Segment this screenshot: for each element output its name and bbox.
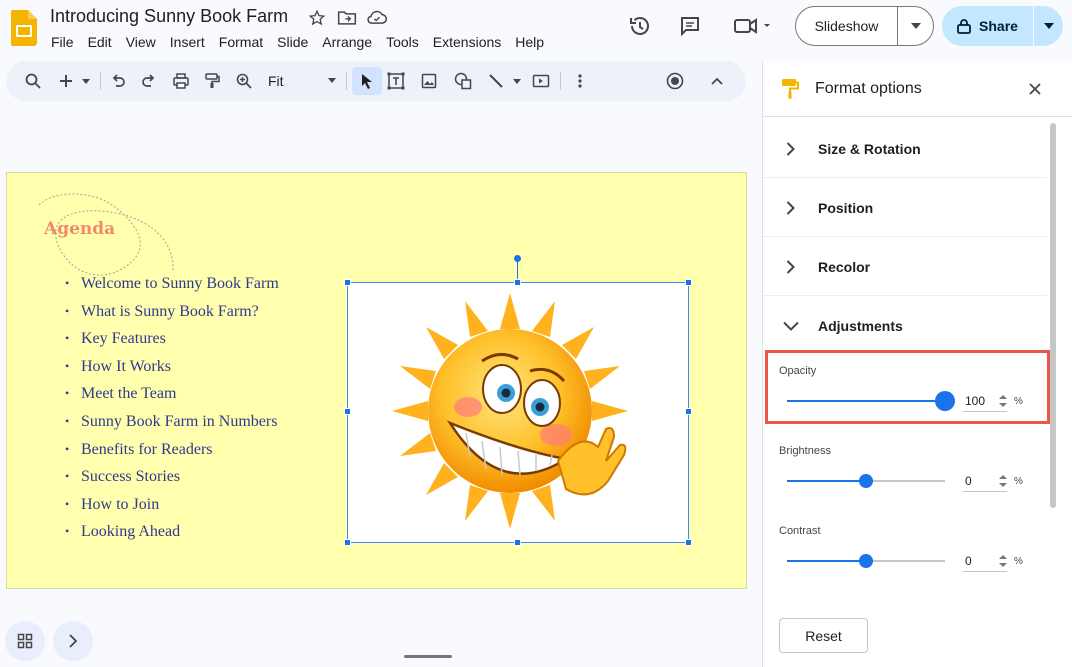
resize-handle[interactable] xyxy=(685,408,692,415)
slide-heading: Agenda xyxy=(44,219,116,239)
speaker-notes-drag-handle[interactable] xyxy=(404,655,452,658)
contrast-value: 0 xyxy=(965,553,972,568)
shape-icon[interactable] xyxy=(452,69,474,93)
resize-handle[interactable] xyxy=(685,279,692,286)
lock-icon xyxy=(957,18,971,34)
opacity-highlight-box xyxy=(765,350,1050,424)
brightness-value: 0 xyxy=(965,473,972,488)
document-title[interactable]: Introducing Sunny Book Farm xyxy=(50,6,289,26)
resize-handle[interactable] xyxy=(685,539,692,546)
resize-handle[interactable] xyxy=(344,408,351,415)
stepper-icon[interactable] xyxy=(999,474,1007,488)
panel-scrollbar[interactable] xyxy=(1050,123,1056,508)
undo-icon[interactable] xyxy=(108,69,128,93)
meet-video-icon[interactable] xyxy=(732,14,772,38)
section-adjustments[interactable] xyxy=(763,297,1047,355)
share-label-wrap[interactable] xyxy=(942,6,1034,46)
share-dropdown-icon[interactable] xyxy=(1034,6,1063,46)
contrast-input[interactable] xyxy=(963,550,1007,572)
opacity-unit: % xyxy=(1014,396,1023,407)
toolbar xyxy=(6,61,746,101)
contrast-label: Contrast xyxy=(779,525,821,537)
section-label: Position xyxy=(818,199,874,216)
zoom-dropdown-icon xyxy=(328,78,336,83)
menu-tools[interactable]: Tools xyxy=(386,34,419,50)
opacity-label: Opacity xyxy=(779,365,817,377)
grid-view-icon[interactable] xyxy=(5,621,45,661)
menu-slide[interactable]: Slide xyxy=(277,34,309,50)
more-options-icon[interactable] xyxy=(570,69,590,93)
redo-icon[interactable] xyxy=(139,69,159,93)
zoom-icon[interactable] xyxy=(234,69,254,93)
collapse-toolbar-icon[interactable] xyxy=(707,69,727,93)
menu-edit[interactable]: Edit xyxy=(87,34,112,50)
list-item: • How It Works xyxy=(65,353,279,381)
chevron-right-icon xyxy=(763,260,818,274)
zoom-value: Fit xyxy=(268,73,284,89)
move-folder-icon[interactable] xyxy=(336,9,358,27)
select-tool-icon[interactable] xyxy=(352,67,382,95)
slides-logo-icon[interactable] xyxy=(11,10,37,46)
paint-format-icon[interactable] xyxy=(202,69,222,93)
line-dropdown-icon[interactable] xyxy=(511,69,523,93)
list-item: • Meet the Team xyxy=(65,380,279,408)
smiling-sun-image xyxy=(348,283,688,542)
share-button[interactable] xyxy=(942,6,1063,46)
contrast-slider-thumb[interactable] xyxy=(859,554,873,568)
rotate-handle[interactable] xyxy=(514,255,521,262)
zoom-select[interactable] xyxy=(264,69,342,93)
cloud-saved-icon[interactable] xyxy=(366,9,388,27)
menu-file[interactable]: File xyxy=(51,34,74,50)
chevron-right-icon xyxy=(763,142,818,156)
format-options-panel xyxy=(762,61,1072,667)
section-label: Recolor xyxy=(818,258,871,275)
insert-image-icon[interactable] xyxy=(419,69,439,93)
chevron-down-icon xyxy=(763,321,818,331)
resize-handle[interactable] xyxy=(344,539,351,546)
section-recolor[interactable] xyxy=(763,238,1047,296)
panel-header xyxy=(763,61,1072,117)
brightness-unit: % xyxy=(1014,476,1023,487)
toolbar-divider xyxy=(560,72,561,90)
menu-insert[interactable]: Insert xyxy=(169,34,205,50)
menu-bar xyxy=(51,34,558,50)
panel-title: Format options xyxy=(815,80,922,97)
star-icon[interactable] xyxy=(306,9,328,27)
slide[interactable] xyxy=(6,172,747,589)
menu-help[interactable]: Help xyxy=(515,34,545,50)
reset-button[interactable]: Reset xyxy=(779,618,868,653)
expand-filmstrip-icon[interactable] xyxy=(53,621,93,661)
brightness-slider-thumb[interactable] xyxy=(859,474,873,488)
text-box-icon[interactable] xyxy=(386,69,406,93)
slide-canvas xyxy=(0,105,760,667)
list-item: • Sunny Book Farm in Numbers xyxy=(65,408,279,436)
print-icon[interactable] xyxy=(171,69,191,93)
menu-view[interactable]: View xyxy=(125,34,156,50)
list-item: • What is Sunny Book Farm? xyxy=(65,298,279,326)
chevron-right-icon xyxy=(763,201,818,215)
close-icon[interactable] xyxy=(1029,83,1041,95)
list-item: • Looking Ahead xyxy=(65,518,279,546)
menu-extensions[interactable]: Extensions xyxy=(432,34,502,50)
list-item: • Key Features xyxy=(65,325,279,353)
contrast-unit: % xyxy=(1014,556,1023,567)
agenda-list xyxy=(65,270,279,546)
insert-video-icon[interactable] xyxy=(530,69,552,93)
menu-format[interactable]: Format xyxy=(218,34,264,50)
brightness-label: Brightness xyxy=(779,445,831,457)
toolbar-divider xyxy=(100,72,101,90)
resize-handle[interactable] xyxy=(514,539,521,546)
new-slide-dropdown-icon[interactable] xyxy=(80,69,92,93)
comments-icon[interactable] xyxy=(678,14,702,38)
slideshow-dropdown-icon[interactable] xyxy=(898,7,933,45)
menu-arrange[interactable]: Arrange xyxy=(322,34,373,50)
rotation-stem xyxy=(517,261,518,281)
list-item: • Benefits for Readers xyxy=(65,436,279,464)
search-menus-icon[interactable] xyxy=(22,69,44,93)
section-label: Adjustments xyxy=(818,318,903,334)
line-icon[interactable] xyxy=(486,69,506,93)
slideshow-label[interactable]: Slideshow xyxy=(796,7,898,45)
record-icon[interactable] xyxy=(664,69,686,93)
paint-roller-icon xyxy=(781,78,799,100)
list-item: • How to Join xyxy=(65,491,279,519)
top-bar xyxy=(0,0,1072,60)
resize-handle[interactable] xyxy=(344,279,351,286)
section-label: Size & Rotation xyxy=(818,140,921,157)
stepper-icon[interactable] xyxy=(999,554,1007,568)
brightness-input[interactable] xyxy=(963,470,1007,492)
list-item: • Success Stories xyxy=(65,463,279,491)
opacity-value: 100 xyxy=(965,393,986,408)
toolbar-divider xyxy=(346,72,347,90)
section-size-rotation[interactable] xyxy=(763,120,1047,178)
title-icons xyxy=(306,9,388,27)
version-history-icon[interactable] xyxy=(628,14,652,38)
selected-image[interactable] xyxy=(347,282,689,543)
section-position[interactable] xyxy=(763,179,1047,237)
new-slide-icon[interactable] xyxy=(56,69,76,93)
share-label: Share xyxy=(979,18,1018,34)
resize-handle[interactable] xyxy=(514,279,521,286)
slideshow-button[interactable] xyxy=(795,6,934,46)
list-item: • Welcome to Sunny Book Farm xyxy=(65,270,279,298)
